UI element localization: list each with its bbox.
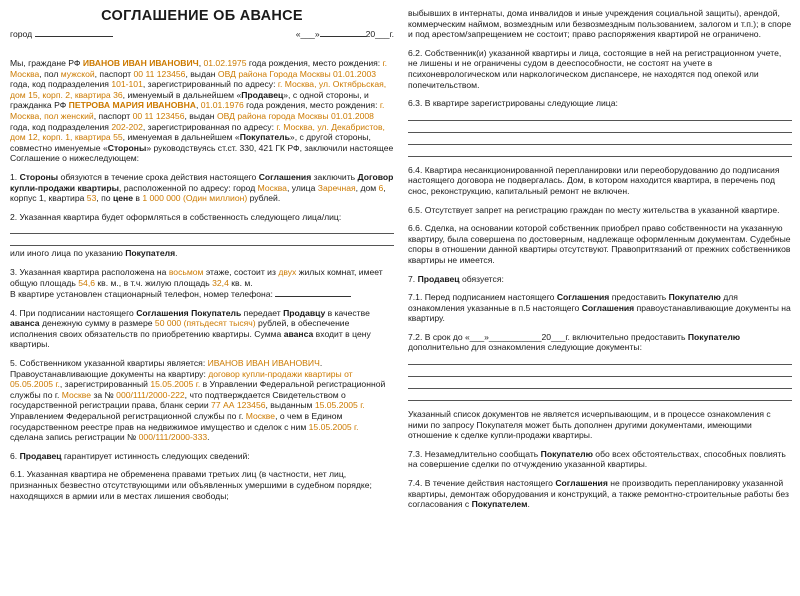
clause-6-6: 6.6. Сделка, на основании которой собственник приобрел право собственности на указанную квартиру, была совершена по достоверным, надлежаще оформленным документам. Судебные споры в отношении данной квартиры отсутствуют. Правопритязаний от прежних собственников квартиры не имеется. — [408, 223, 791, 265]
clause-3: 3. Указанная квартира расположена на восьмом этаже, состоит из двух жилых комнат, имеет общую площадь 54,6 кв. м., в т.ч. жилую площадь 32,4 кв. м. В квартире установлен стационарный телефон, номер телефона: — [10, 266, 383, 300]
owner-blank-line-1 — [10, 222, 394, 234]
clause-6-3: 6.3. В квартире зарегистрированы следующие лица: — [408, 98, 792, 157]
document-title: СОГЛАШЕНИЕ ОБ АВАНСЕ — [101, 8, 303, 24]
city-date-line — [10, 28, 394, 42]
documents-line-1 — [408, 353, 792, 365]
clause-6-1-start: 6.1. Указанная квартира не обременена правами третьих лиц (в частности, нет лиц, признанных безвестно отсутствующими или объявленных умершими в судебном порядке; находящихся в армии или в местах лишения свободы; — [10, 469, 372, 501]
clause-7-2-note: Указанный список документов не является исчерпывающим, и в процессе ознакомления с ними по запросу Покупателя может быть дополнен другими документами, имеющими отношение к сделке купли-продажи квартиры. — [408, 409, 771, 441]
residents-line-1 — [408, 109, 792, 121]
phone-blank — [275, 288, 351, 297]
clause-5: 5. Собственником указанной квартиры является: ИВАНОВ ИВАН ИВАНОВИЧ. Правоустанавливающие документы на квартиру: договор купли-продажи квартиры от 05.05.2005 г., зарегистрированный 15.05.2005 г. в Управлении Федеральной регистрационной службы по г. Москве за № 000/111/2000-222, что подтверждается Свидетельством о государственной регистрации права, бланк серии 77 АА 123456, выданным 15.05.2005 г. Управлением Федеральной регистрационной службы по г. Москве, о чем в Едином государственном реестре прав на недвижимое имущество и сделок с ним 15.05.2005 г. сделана запись регистрации № 000/111/2000-333. — [10, 358, 386, 443]
left-column — [10, 0, 394, 509]
clause-6-1-continued: выбывших в интернаты, дома инвалидов и иные учреждения социальной защиты), арендой, коммерческим наймом, возмездным или безвозмездным пользованием, залогом и т.п.); в споре и под арестом/запрещением не состоит; право распоряжения квартирой не ограничено. — [408, 8, 792, 40]
residents-line-2 — [408, 121, 792, 133]
owner-blank-line-2 — [10, 234, 394, 246]
city-blank — [35, 28, 113, 37]
clause-7-2: 7.2. В срок до «___»___________20___г. включительно предоставить Покупателю дополнительно для ознакомления следующие документы: — [408, 332, 792, 401]
clause-7-4: 7.4. В течение действия настоящего Соглашения не производить перепланировку указанной квартиры, демонтаж оборудования и конструкций, а также ремонтно-строительные работы без согласования с Покупателем. — [408, 478, 789, 510]
residents-line-4 — [408, 145, 792, 157]
documents-line-2 — [408, 365, 792, 377]
intro-paragraph: Мы, граждане РФ ИВАНОВ ИВАН ИВАНОВИЧ, 01.02.1975 года рождения, место рождения: г. Москва, пол мужской, паспорт 00 11 123456, выдан ОВД района Города Москвы 01.01.2003 года, код подразделения 101-101, зарегистрированный по адресу: г. Москва, ул. Октябрьская, дом 15, корп. 2, квартира 36, именуемый в дальнейшем «Продавец», с одной стороны, и гражданка РФ ПЕТРОВА МАРИЯ ИВАНОВНА, 01.01.1976 года рождения, место рождения: г. Москва, пол женский, паспорт 00 11 123456, выдан ОВД района города Москвы 01.01.2008 года, код подразделения 202-202, зарегистрированная по адресу: г. Москва, ул. Декабристов, дом 12, корп. 1, квартира 55, именуемая в дальнейшем «Покупатель», с другой стороны, совместно именуемые «Стороны» руководствуясь ст.ст. 330, 421 ГК РФ, заключили настоящее Соглашение о нижеследующем: — [10, 58, 394, 164]
documents-line-4 — [408, 389, 792, 401]
date-month-blank — [320, 28, 366, 37]
residents-line-3 — [408, 133, 792, 145]
clause-6-5: 6.5. Отсутствует запрет на регистрацию граждан по месту жительства в указанной квартире. — [408, 204, 780, 215]
right-column — [408, 8, 792, 518]
date-field: «___» 20___г. — [295, 29, 394, 39]
clause-2: 2. Указанная квартира будет оформляться в собственность следующего лица/лиц: или иного лица по указанию Покупателя. — [10, 212, 394, 259]
documents-line-3 — [408, 377, 792, 389]
clause-6-4: 6.4. Квартира несанкционированной перепланировки или переоборудованию до подписания настоящего договора не подвергалась. Дом, в котором находится квартира, в перечень под снос, реконструкцию, капитальный ремонт не включен. — [408, 164, 780, 196]
clause-7: 7. Продавец обязуется: — [408, 273, 504, 284]
city-field: город — [10, 28, 113, 42]
clause-6-2: 6.2. Собственник(и) указанной квартиры и лица, состоящие в ней на регистрационном учете, не лишены и не ограничены судом в дееспособности, не состоят на учете в психоневрологическом или наркологическом диспансере, не находятся под опекой или попечительством. — [408, 47, 782, 90]
clause-1: 1. Стороны обязуются в течение срока действия настоящего Соглашения заключить Договор купли-продажи квартиры, расположенной по адресу: город Москва, улица Заречная, дом 6, корпус 1, квартира 53, по цене в 1 000 000 (Один миллион) рублей. — [10, 171, 394, 204]
clause-7-3: 7.3. Незамедлительно сообщать Покупателю обо всех обстоятельствах, способных повлиять на совершение сделки по отчуждению указанной квартиры. — [408, 448, 786, 470]
clause-7-1: 7.1. Перед подписанием настоящего Соглашения предоставить Покупателю для ознакомления указанные в п.5 настоящего Соглашения правоустанавливающие документы на квартиру. — [408, 292, 791, 324]
clause-4: 4. При подписании настоящего Соглашения Покупатель передает Продавцу в качестве аванса денежную сумму в размере 50 000 (пятьдесят тысяч) рублей, в обеспечение исполнения своих обязательств по приобретению квартиры. Сумма аванса входит в цену квартиры. — [10, 307, 371, 350]
clause-6: 6. Продавец гарантирует истинность следующих сведений: — [10, 450, 250, 461]
